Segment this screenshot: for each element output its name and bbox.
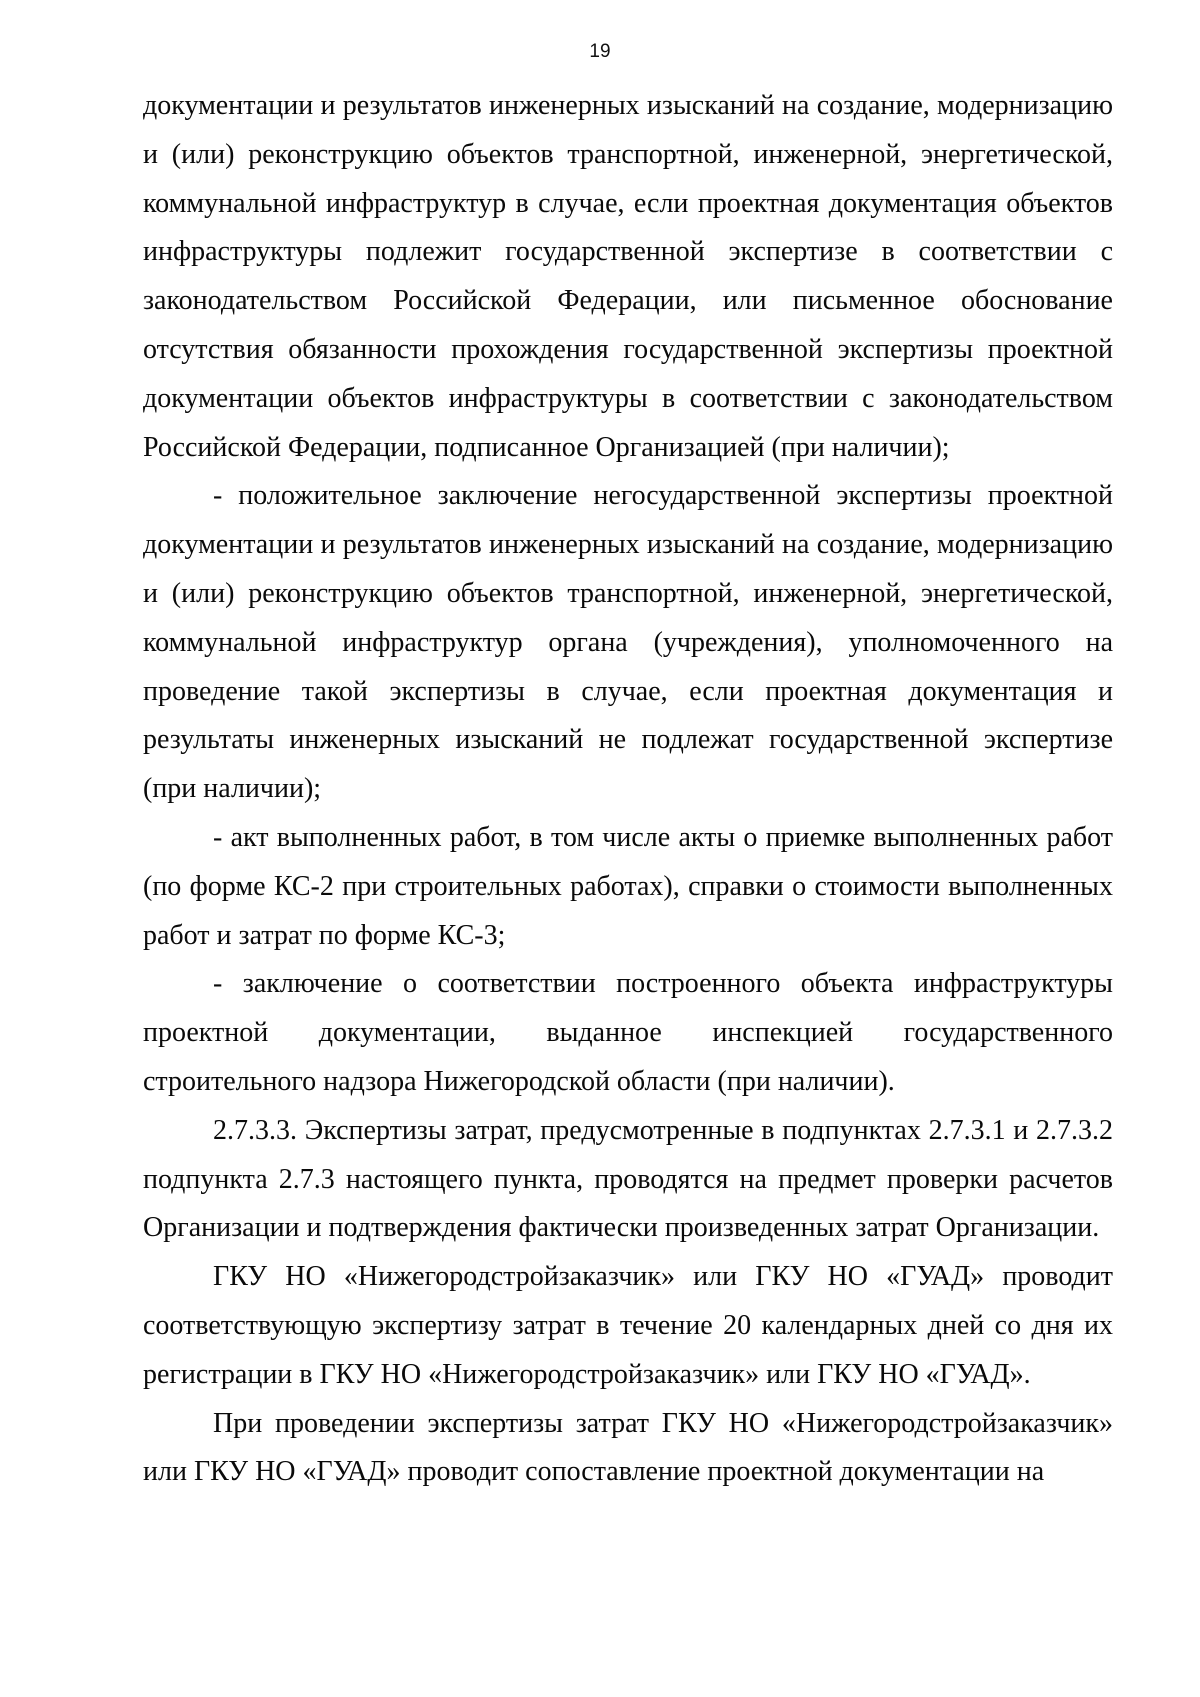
paragraph-compliance-conclusion: - заключение о соответствии построенного объекта инфраструктуры проектной документации, выданное инспекцией государственного строительного надзора Нижегородской области (при наличии). — [143, 968, 1113, 1097]
paragraph-continuation: документации и результатов инженерных изысканий на создание, модернизацию и (или) реконструкцию объектов транспортной, инженерной, энергетической, коммунальной инфраструктур в случае, если проектная документация объектов инфраструктуры подлежит государственной экспертизе в соответствии с законодательством Российской Федерации, или письменное обоснование отсутствия обязанности прохождения государственной экспертизы проектной документации объектов инфраструктуры в соответствии с законодательством Российской Федерации, подписанное Организацией (при наличии); — [143, 90, 1113, 463]
paragraph-expertise-term: ГКУ НО «Нижегородстройзаказчик» или ГКУ НО «ГУАД» проводит соответствующую экспертизу затрат в течение 20 календарных дней со дня их регистрации в ГКУ НО «Нижегородстройзаказчик» или ГКУ НО «ГУАД». — [143, 1261, 1113, 1390]
paragraph-expertise-comparison: При проведении экспертизы затрат ГКУ НО «Нижегородстройзаказчик» или ГКУ НО «ГУАД» проводит сопоставление проектной документации на — [143, 1407, 1113, 1488]
page-number: 19 — [589, 41, 611, 62]
document-body — [143, 82, 1113, 1497]
paragraph-positive-conclusion: - положительное заключение негосударственной экспертизы проектной документации и результатов инженерных изысканий на создание, модернизацию и (или) реконструкцию объектов транспортной, инженерной, энергетической, коммунальной инфраструктур органа (учреждения), уполномоченного на проведение такой экспертизы в случае, если проектная документация и результаты инженерных изысканий не подлежат государственной экспертизе (при наличии); — [143, 480, 1113, 805]
paragraph-section-2-7-3-3: 2.7.3.3. Экспертизы затрат, предусмотренные в подпунктах 2.7.3.1 и 2.7.3.2 подпункта 2.7.3 настоящего пункта, проводятся на предмет проверки расчетов Организации и подтверждения фактически произведенных затрат Организации. — [143, 1114, 1113, 1244]
paragraph-works-act: - акт выполненных работ, в том числе акты о приемке выполненных работ (по форме КС-2 при строительных работах), справки о стоимости выполненных работ и затрат по форме КС-3; — [143, 821, 1113, 951]
